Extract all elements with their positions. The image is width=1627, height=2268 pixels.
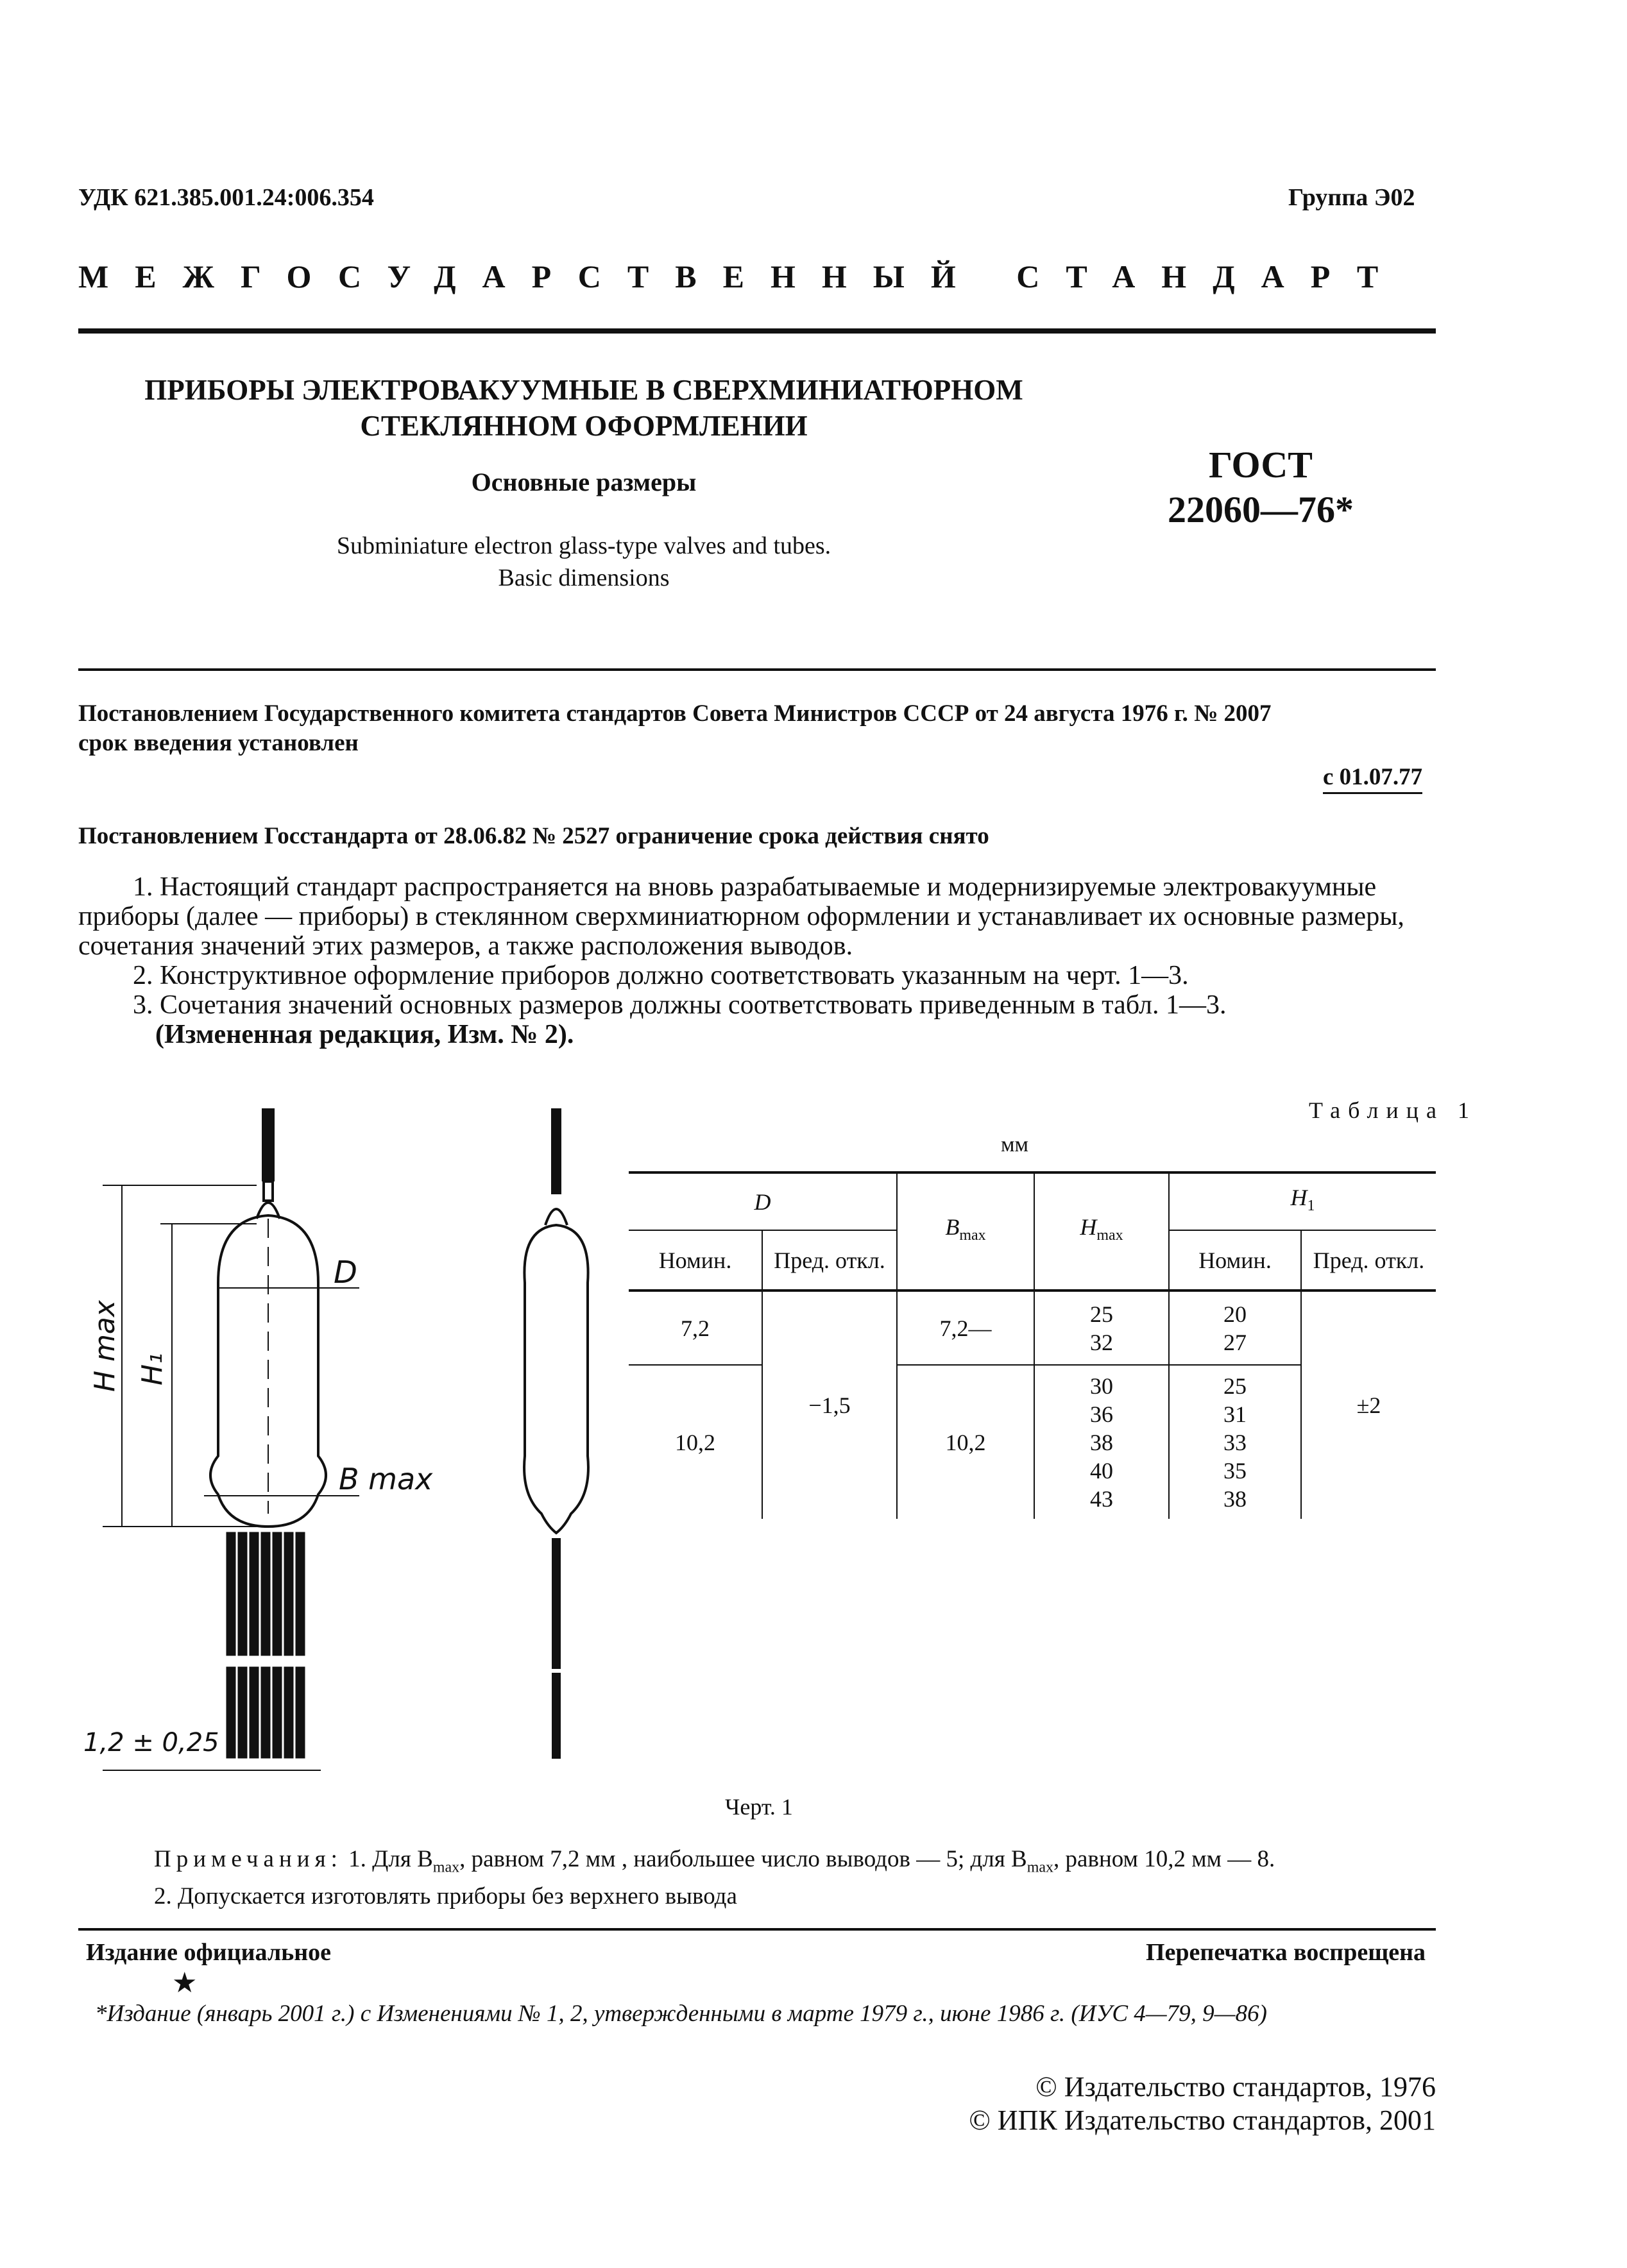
subtitle-ru: Основные размеры xyxy=(471,468,697,496)
cell-b-1: 7,2— xyxy=(897,1291,1034,1365)
leads-bundle xyxy=(227,1533,304,1757)
resolution-line-3: Постановлением Госстандарта от 28.06.82 № 2527 ограничение срока действия снято xyxy=(78,823,989,849)
title-line-1: ПРИБОРЫ ЭЛЕКТРОВАКУУМНЫЕ В СВЕРХМИНИАТЮРНОМ xyxy=(144,374,1023,406)
top-lead-side xyxy=(552,1110,560,1193)
title-en xyxy=(90,530,1078,594)
gost-code: 22060—76* xyxy=(1168,489,1354,530)
gost-label: ГОСТ xyxy=(1209,444,1313,486)
header-hmax: $H_{max}$ xyxy=(1034,1172,1169,1291)
cell-h-1: 25 32 xyxy=(1034,1291,1169,1365)
resolution-text xyxy=(78,699,1272,758)
footer-rule xyxy=(78,1928,1436,1931)
effective-date: с 01.07.77 xyxy=(1323,763,1422,794)
title-rule xyxy=(78,668,1436,671)
title-block xyxy=(90,372,1078,444)
note-1: Примечания: 1. Для $B_{max}$, равном 7,2 мм , наибольшее число выводов — 5; для $B_{max}$, равном 10,2 мм — 8. xyxy=(154,1846,1275,1876)
copyright-1: © Издательство стандартов, 1976 xyxy=(1035,2071,1436,2103)
tube-drawing xyxy=(64,1090,642,1783)
star-icon: ★ xyxy=(172,1967,198,1999)
resolution-line-1: Постановлением Государственного комитета стандартов Совета Министров СССР от 24 августа 1976 г. № 2007 xyxy=(78,700,1272,727)
udk-code: УДК 621.385.001.24:006.354 xyxy=(78,184,374,211)
title-en-line-2: Basic dimensions xyxy=(498,564,670,591)
cell-h1-2: 25 31 33 35 38 xyxy=(1169,1365,1301,1519)
note-2: 2. Допускается изготовлять приборы без верхнего вывода xyxy=(154,1883,737,1910)
tube-envelope-side xyxy=(524,1225,588,1533)
label-pitch: 1,2 ± 0,25 xyxy=(83,1728,219,1757)
cell-b-2: 10,2 xyxy=(897,1365,1034,1519)
label-h1: H₁ xyxy=(136,1353,169,1385)
cell-d-tol: −1,5 xyxy=(762,1291,897,1519)
top-lead-thin-front xyxy=(264,1181,273,1201)
notes xyxy=(154,1845,1275,1911)
copyright-2: © ИПК Издательство стандартов, 2001 xyxy=(969,2104,1436,2136)
gost-number xyxy=(1155,443,1367,532)
header-rule xyxy=(78,328,1436,334)
table-1 xyxy=(629,1171,1436,1519)
header-h1-tol: Пред. откл. xyxy=(1301,1230,1436,1291)
cell-h1-tol: ±2 xyxy=(1356,1392,1381,1418)
tube-tip-side xyxy=(545,1209,567,1225)
header-h1: $H_1$ xyxy=(1169,1172,1436,1230)
table-row xyxy=(629,1291,1436,1365)
title-line-2: СТЕКЛЯННОМ ОФОРМЛЕНИИ xyxy=(360,410,808,442)
top-lead-front xyxy=(263,1110,273,1180)
paragraph-1: 1. Настоящий стандарт распространяется на вновь разрабатываемые и модернизируемые электровакуумные приборы (далее — приборы) в стеклянном сверхминиатюрном оформлении и устанавливает их основные размеры, сочетания значений этих размеров, а также расположения выводов. xyxy=(78,872,1404,961)
label-hmax: H max xyxy=(89,1300,121,1392)
official-edition: Издание официальное xyxy=(86,1939,332,1966)
figure-caption: Черт. 1 xyxy=(725,1794,793,1820)
paragraph-3-amendment: (Измененная редакция, Изм. № 2). xyxy=(155,1020,574,1049)
header-d: D xyxy=(629,1172,897,1230)
header-d-tol: Пред. откл. xyxy=(762,1230,897,1291)
label-d: D xyxy=(334,1255,357,1291)
reprint-prohibited: Перепечатка воспрещена xyxy=(1146,1939,1426,1966)
resolution-line-2: срок введения установлен xyxy=(78,730,359,756)
body-text xyxy=(78,872,1436,1049)
lead-side-2 xyxy=(553,1674,559,1757)
cell-d-nom-1: 7,2 xyxy=(629,1291,762,1365)
cell-d-nom-2: 10,2 xyxy=(629,1365,762,1519)
table-caption: Таблица 1 xyxy=(1309,1097,1477,1123)
header-h1-nom: Номин. xyxy=(1169,1230,1301,1291)
paragraph-3: 3. Сочетания значений основных размеров должны соответствовать приведенным в табл. 1—3. xyxy=(133,990,1227,1020)
table-unit: мм xyxy=(1001,1133,1029,1156)
paragraph-2: 2. Конструктивное оформление приборов должно соответствовать указанным на черт. 1—3. xyxy=(133,961,1189,990)
cell-h-2: 30 36 38 40 43 xyxy=(1034,1365,1169,1519)
copyright xyxy=(898,2070,1436,2137)
edition-note: *Издание (январь 2001 г.) с Изменениями № 1, 2, утвержденными в марте 1979 г., июне 1986 г. (ИУС 4—79, 9—86) xyxy=(95,2001,1267,2027)
title-en-line-1: Subminiature electron glass-type valves and tubes. xyxy=(336,532,831,559)
label-bmax: B max xyxy=(339,1462,433,1496)
lead-side-1 xyxy=(553,1539,559,1668)
header-bmax: $B_{max}$ xyxy=(897,1172,1034,1291)
cell-h1-1: 20 27 xyxy=(1169,1291,1301,1365)
header-d-nom: Номин. xyxy=(629,1230,762,1291)
group-code: Группа Э02 xyxy=(1288,184,1415,211)
standard-type-heading: МЕЖГОСУДАРСТВЕННЫЙ СТАНДАРТ xyxy=(78,258,1405,294)
